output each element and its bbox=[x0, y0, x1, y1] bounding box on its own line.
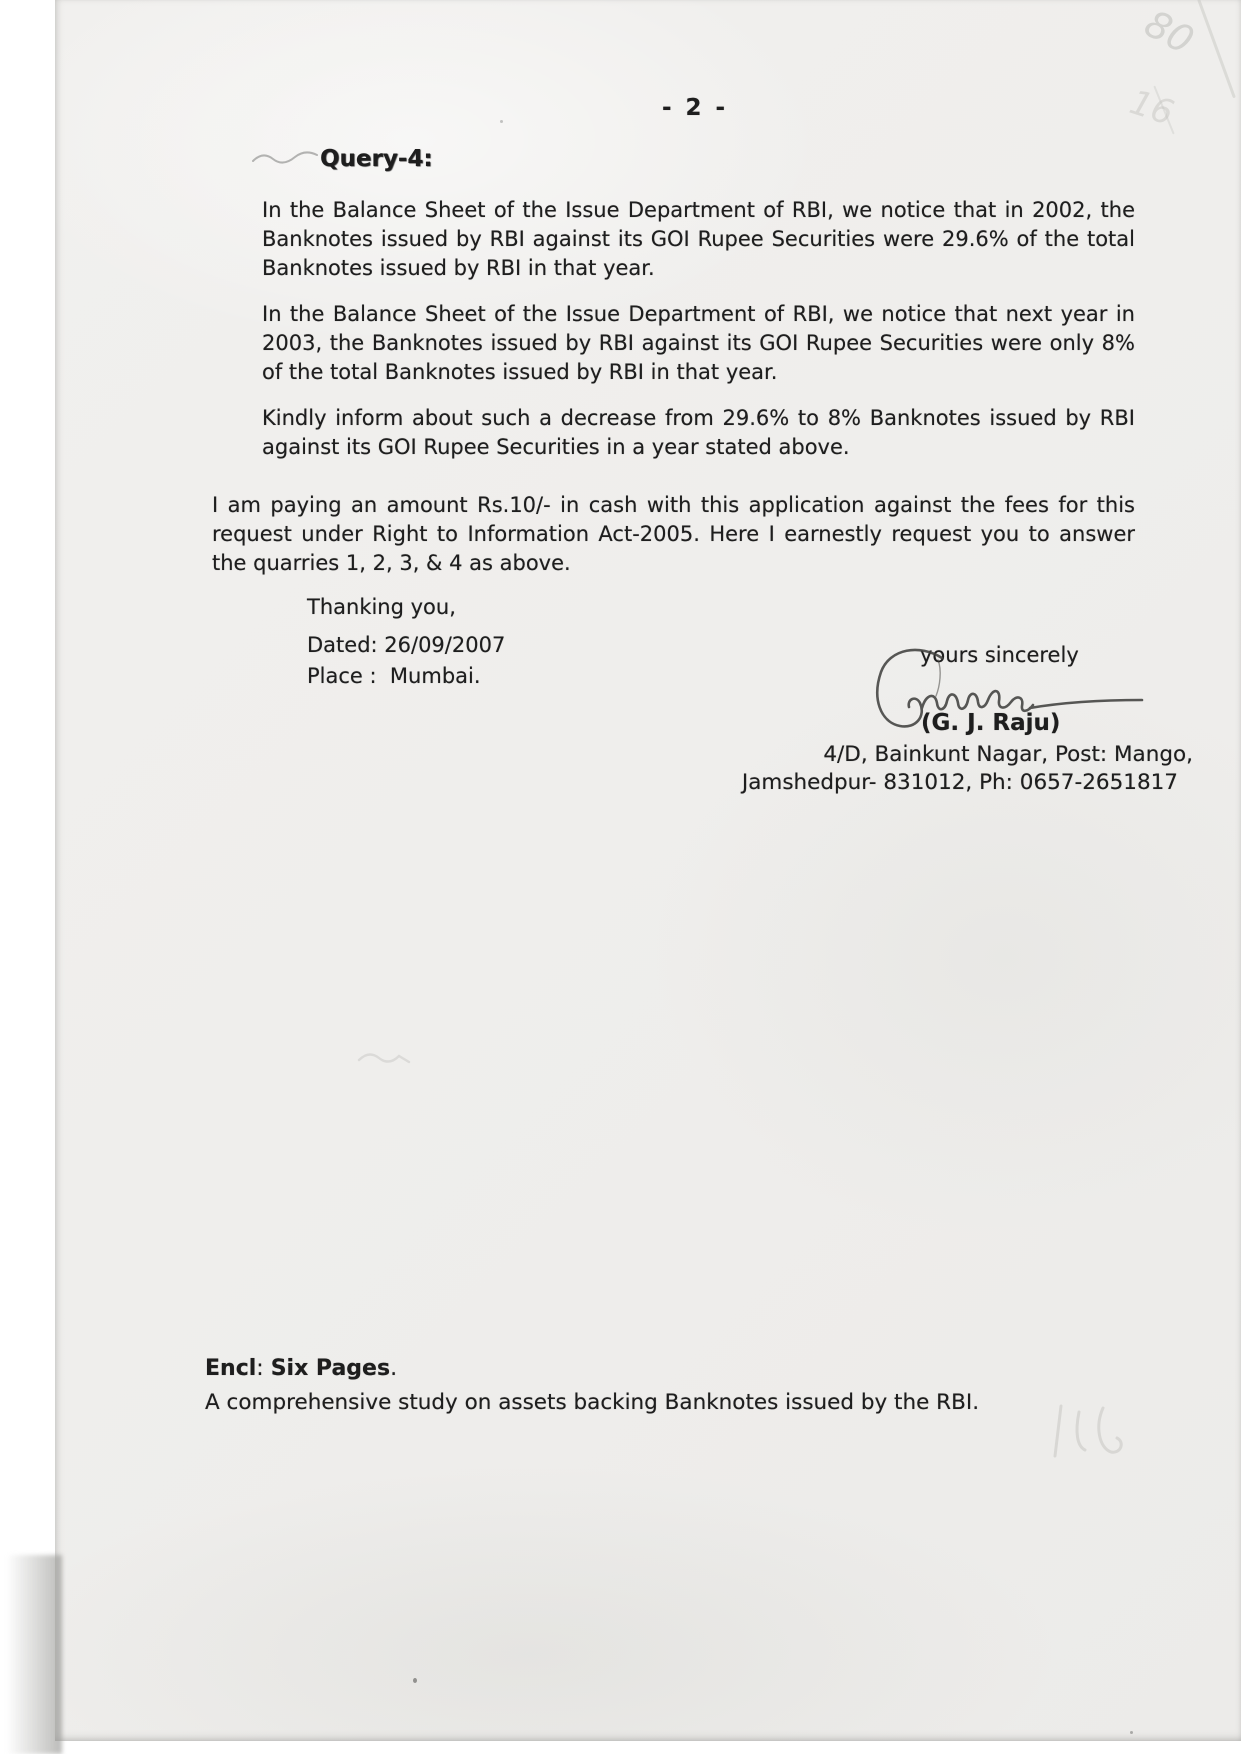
enclosure-period: . bbox=[390, 1356, 398, 1381]
enclosure-label: Encl bbox=[205, 1356, 257, 1381]
body-paragraph-3: Kindly inform about such a decrease from 29.6% to 8% Banknotes issued by RBI against its GOI Rupee Securities in a year stated above. bbox=[262, 406, 1135, 459]
letter-page bbox=[55, 0, 1241, 1741]
ink-speck bbox=[413, 1678, 417, 1683]
enclosure-value: Six Pages bbox=[270, 1356, 391, 1381]
enclosure-description: A comprehensive study on assets backing Banknotes issued by the RBI. bbox=[205, 1390, 980, 1415]
place-line: Place : Mumbai. bbox=[307, 664, 481, 688]
body-paragraph-2: In the Balance Sheet of the Issue Department of RBI, we notice that next year in 2003, the Banknotes issued by RBI against its GOI Rupee Securities were only 8% of the total Banknotes issued by RBI in that year. bbox=[262, 302, 1135, 384]
dated-line: Dated: 26/09/2007 bbox=[307, 633, 506, 657]
address-line-2: Jamshedpur- 831012, Ph: 0657-2651817 bbox=[741, 770, 1178, 795]
pencil-squiggle-mid-left bbox=[355, 1046, 415, 1072]
enclosure-line bbox=[205, 1356, 397, 1381]
pencil-note-top-right-b: 16 bbox=[1124, 82, 1179, 134]
ink-smudge-mark bbox=[251, 147, 331, 171]
page-number: - 2 - bbox=[661, 95, 729, 121]
valediction: yours sincerely bbox=[920, 643, 1079, 667]
signatory-name: (G. J. Raju) bbox=[921, 710, 1061, 736]
ink-speck bbox=[500, 120, 503, 123]
address-line-1: 4/D, Bainkunt Nagar, Post: Mango, bbox=[823, 742, 1193, 767]
fee-paragraph: I am paying an amount Rs.10/- in cash with this application against the fees for this request under Right to Information Act-2005. Here I earnestly request you to answer the quarries 1, 2, 3, & 4 as above. bbox=[212, 493, 1135, 575]
pencil-squiggle-bottom-right bbox=[1045, 1398, 1165, 1468]
query-heading: Query-4: bbox=[320, 146, 433, 172]
body-paragraph-1: In the Balance Sheet of the Issue Department of RBI, we notice that in 2002, the Banknotes issued by RBI against its GOI Rupee Securities were 29.6% of the total Banknotes issued by RBI in that year. bbox=[262, 198, 1135, 280]
thanking-line: Thanking you, bbox=[307, 595, 456, 619]
ink-speck bbox=[1130, 1731, 1133, 1734]
pencil-diagonal-stroke bbox=[1197, 0, 1236, 98]
enclosure-separator: : bbox=[256, 1356, 271, 1381]
scan-edge-shadow bbox=[0, 1555, 62, 1754]
pencil-note-top-right-a: 80 bbox=[1137, 1, 1201, 63]
